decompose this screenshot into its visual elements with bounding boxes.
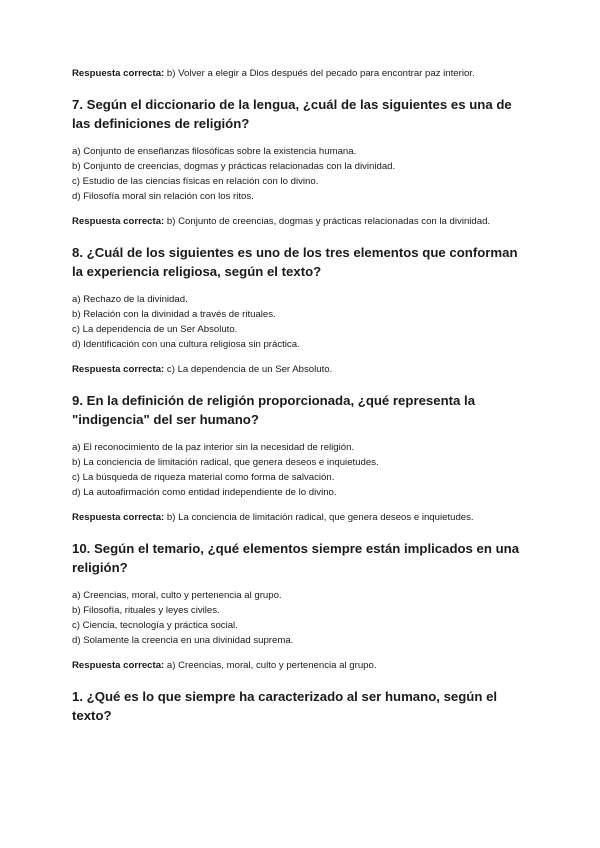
answer-text: c) La dependencia de un Ser Absoluto. (166, 364, 333, 375)
option: a) Creencias, moral, culto y pertenencia al grupo. (72, 590, 282, 601)
option: a) Conjunto de enseñanzas filosóficas sobre la existencia humana. (72, 146, 357, 157)
option: d) La autoafirmación como entidad independiente de lo divino. (72, 487, 337, 498)
option: c) Estudio de las ciencias físicas en relación con lo divino. (72, 176, 319, 187)
answer-text: b) La conciencia de limitación radical, que genera deseos e inquietudes. (166, 512, 474, 523)
option: b) La conciencia de limitación radical, que genera deseos e inquietudes. (72, 457, 379, 468)
option: a) Rechazo de la divinidad. (72, 294, 188, 305)
correct-answer (72, 66, 532, 81)
options-list (72, 292, 532, 352)
question-7: 7. Según el diccionario de la lengua, ¿cuál de las siguientes es una de las definiciones de religión? (72, 97, 512, 131)
question-10: 10. Según el temario, ¿qué elementos siempre están implicados en una religión? (72, 541, 520, 575)
option: b) Filosofía, rituales y leyes civiles. (72, 605, 220, 616)
question-9: 9. En la definición de religión proporcionada, ¿qué representa la "indigencia" del ser humano? (72, 393, 476, 427)
answer-label: Respuesta correcta: (72, 364, 165, 375)
answer-label: Respuesta correcta: (72, 68, 165, 79)
document-page (72, 66, 532, 725)
answer-label: Respuesta correcta: (72, 512, 165, 523)
option: b) Conjunto de creencias, dogmas y prácticas relacionadas con la divinidad. (72, 161, 396, 172)
options-list (72, 144, 532, 204)
question-8: 8. ¿Cuál de los siguientes es uno de los tres elementos que conforman la experiencia religiosa, según el texto? (72, 245, 518, 279)
answer-text: a) Creencias, moral, culto y pertenencia al grupo. (166, 660, 377, 671)
answer-label: Respuesta correcta: (72, 216, 165, 227)
answer-text: b) Conjunto de creencias, dogmas y prácticas relacionadas con la divinidad. (166, 216, 491, 227)
option: d) Filosofía moral sin relación con los ritos. (72, 191, 254, 202)
option: d) Solamente la creencia en una divinidad suprema. (72, 635, 294, 646)
option: b) Relación con la divinidad a través de rituales. (72, 309, 276, 320)
question-1: 1. ¿Qué es lo que siempre ha caracterizado al ser humano, según el texto? (72, 689, 498, 723)
option: d) Identificación con una cultura religiosa sin práctica. (72, 339, 300, 350)
answer-text: b) Volver a elegir a Dios después del pecado para encontrar paz interior. (166, 68, 475, 79)
option: c) Ciencia, tecnología y práctica social. (72, 620, 238, 631)
correct-answer (72, 362, 532, 377)
correct-answer (72, 214, 532, 229)
correct-answer (72, 658, 532, 673)
option: a) El reconocimiento de la paz interior sin la necesidad de religión. (72, 442, 355, 453)
correct-answer (72, 510, 532, 525)
answer-label: Respuesta correcta: (72, 660, 165, 671)
option: c) La búsqueda de riqueza material como forma de salvación. (72, 472, 335, 483)
options-list (72, 440, 532, 500)
option: c) La dependencia de un Ser Absoluto. (72, 324, 238, 335)
options-list (72, 588, 532, 648)
